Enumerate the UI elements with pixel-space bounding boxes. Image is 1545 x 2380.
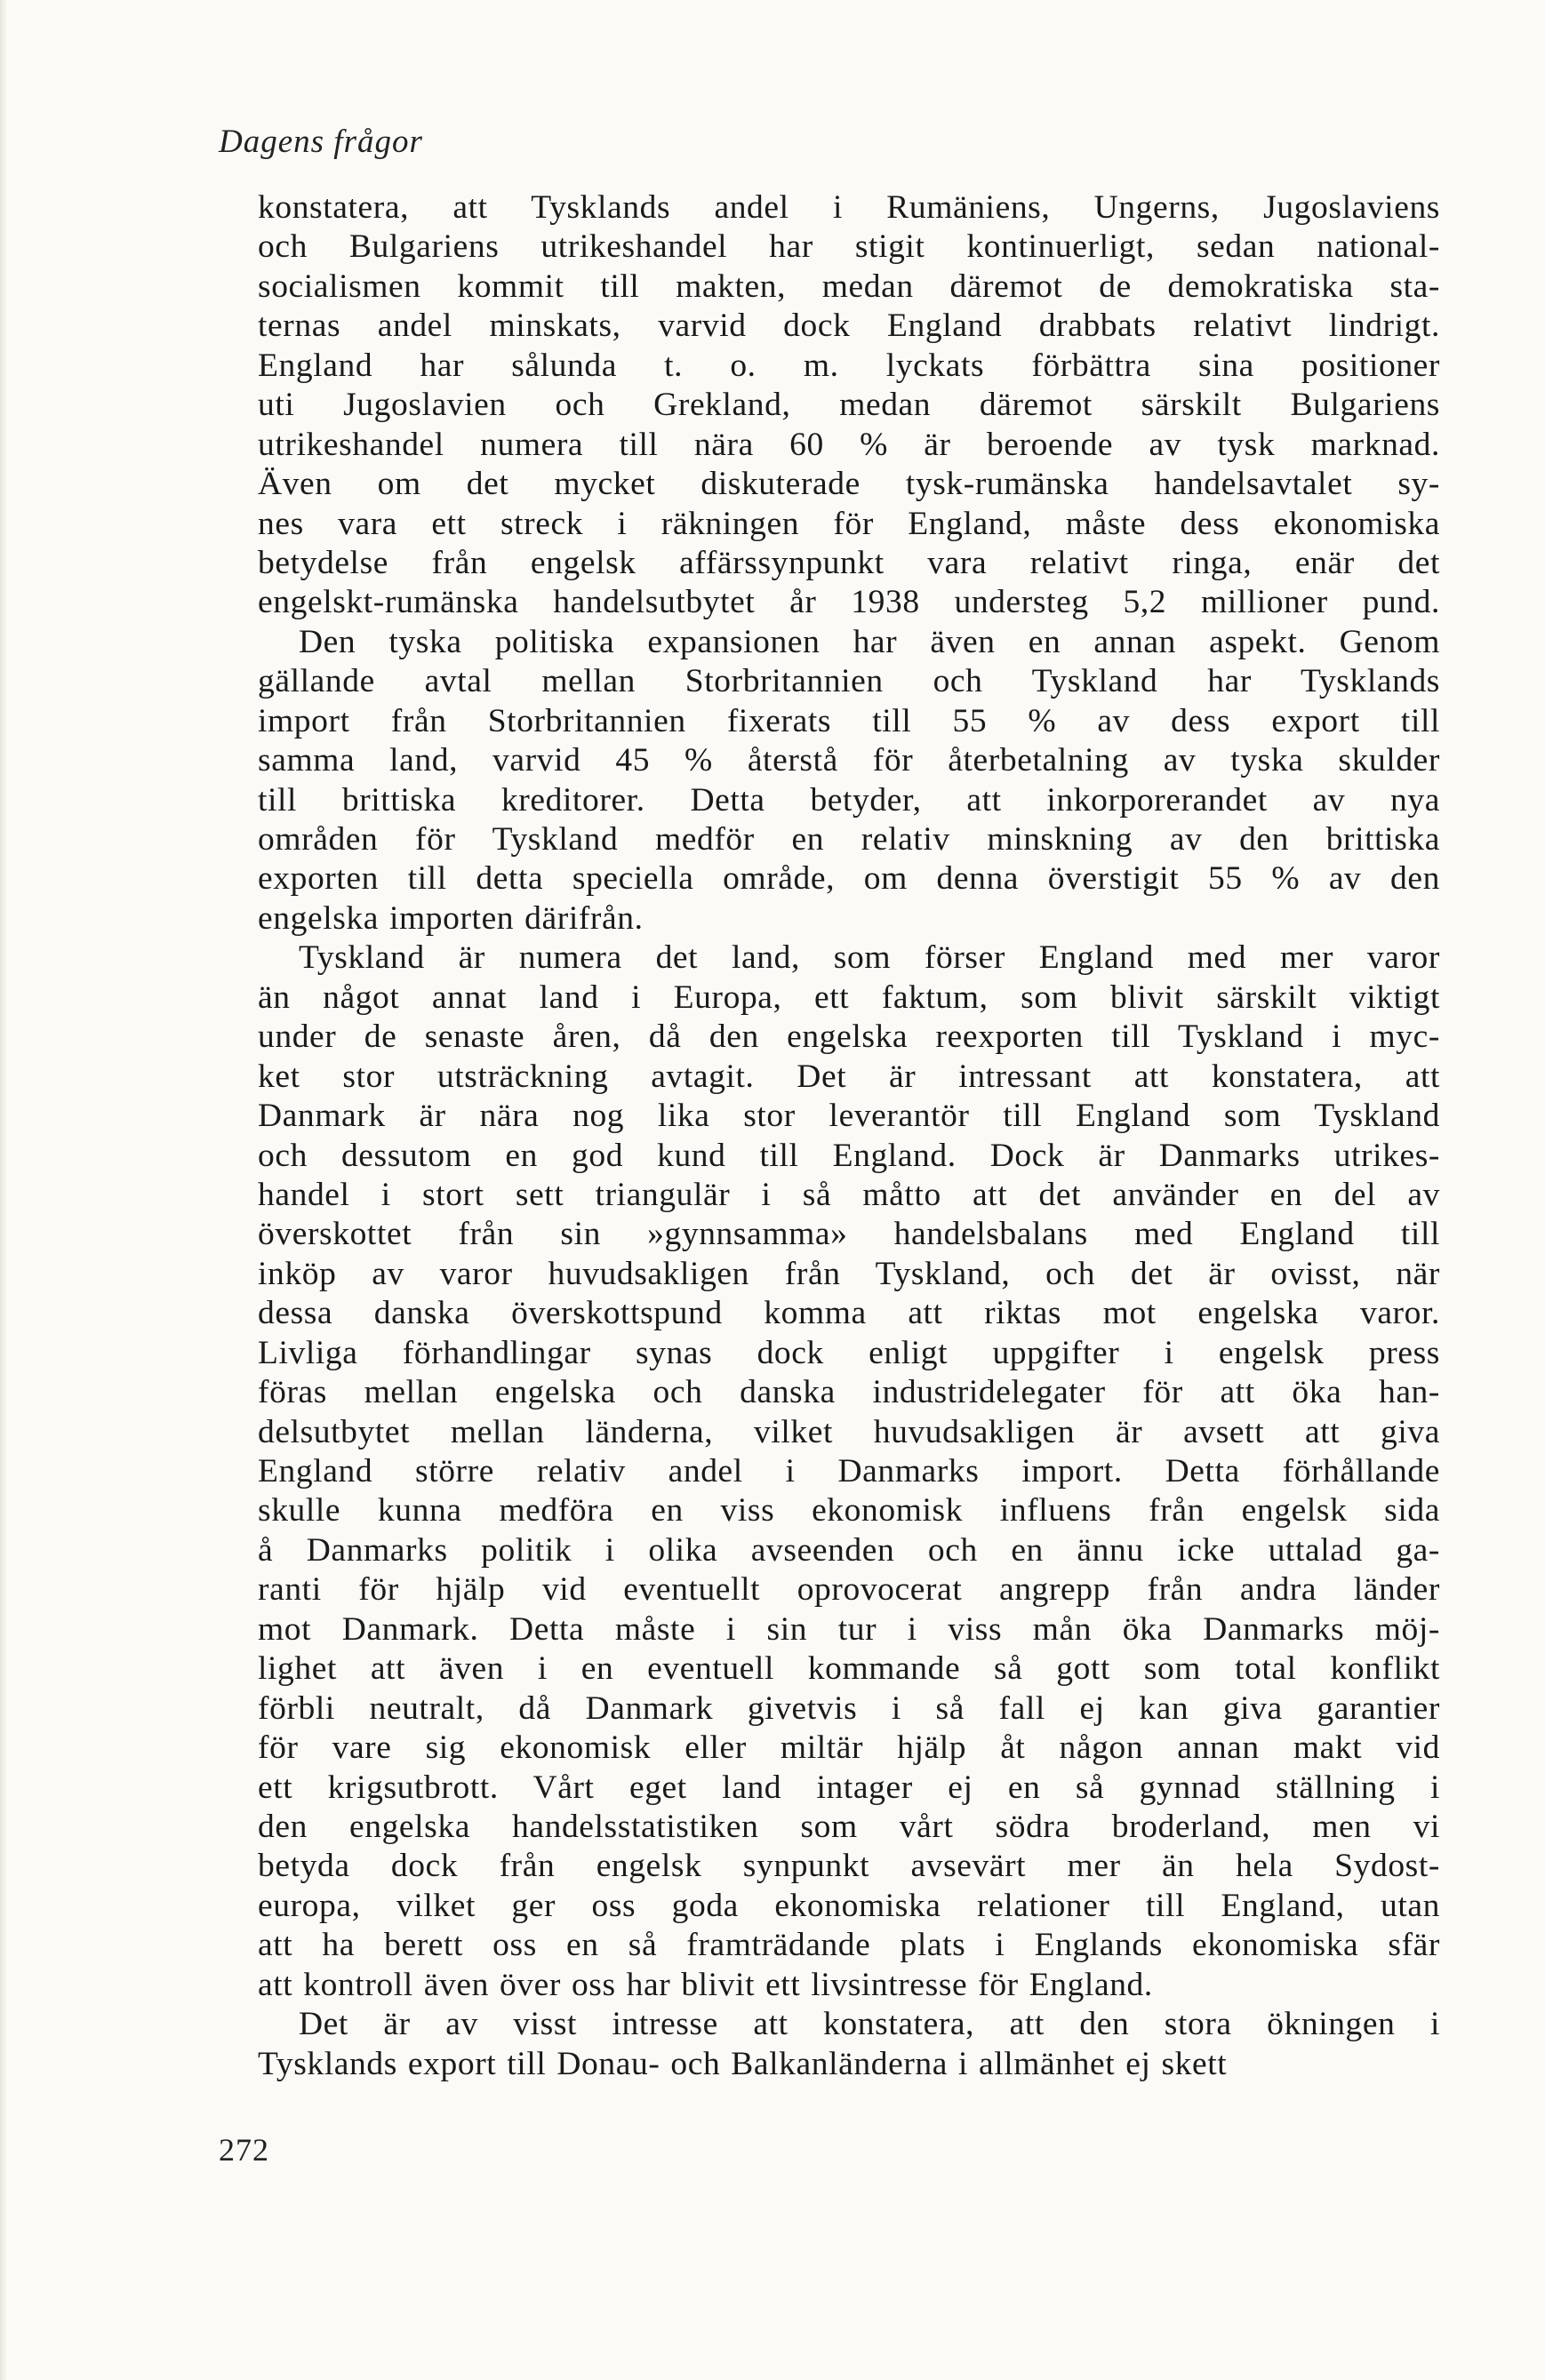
body-text (258, 188, 1440, 2084)
text-line: ket stor utsträckning avtagit. Det är intressant att konstatera, att (258, 1058, 1440, 1095)
text-line: delsutbytet mellan länderna, vilket huvudsakligen är avsett att giva (258, 1413, 1440, 1450)
text-line: å Danmarks politik i olika avseenden och en ännu icke uttalad ga- (258, 1531, 1440, 1569)
text-line: gällande avtal mellan Storbritannien och Tyskland har Tysklands (258, 663, 1440, 700)
text-line: uti Jugoslavien och Grekland, medan däremot särskilt Bulgariens (258, 387, 1440, 424)
text-line: Tysklands export till Donau- och Balkanländerna i allmänhet ej skett (258, 2045, 1228, 2082)
text-line: Tyskland är numera det land, som förser England med mer varor (299, 939, 1440, 977)
text-line: för vare sig ekonomisk eller miltär hjälp åt någon annan makt vid (258, 1729, 1440, 1767)
text-line: under de senaste åren, då den engelska reexporten till Tyskland i myc- (258, 1018, 1440, 1056)
text-line: att kontroll även över oss har blivit ett livsintresse för England. (258, 1966, 1153, 2003)
text-line: Även om det mycket diskuterade tysk-rumänska handelsavtalet sy- (258, 466, 1440, 503)
text-line: utrikeshandel numera till nära 60 % är beroende av tysk marknad. (258, 426, 1440, 463)
page-edge (0, 0, 7, 2380)
text-line: socialismen kommit till makten, medan däremot de demokratiska sta- (258, 268, 1440, 305)
text-line: förbli neutralt, då Danmark givetvis i så fall ej kan giva garantier (258, 1689, 1440, 1727)
text-line: områden för Tyskland medför en relativ minskning av den brittiska (258, 821, 1440, 858)
text-line: inköp av varor huvudsakligen från Tyskland, och det är ovisst, när (258, 1255, 1440, 1292)
text-line: betyda dock från engelsk synpunkt avsevärt mer än hela Sydost- (258, 1848, 1440, 1885)
text-line: och Bulgariens utrikeshandel har stigit kontinuerligt, sedan national- (258, 228, 1440, 266)
text-line: import från Storbritannien fixerats till 55 % av dess export till (258, 702, 1440, 739)
text-line: överskottet från sin »gynnsamma» handelsbalans med England till (258, 1216, 1440, 1253)
text-line: samma land, varvid 45 % återstå för återbetalning av tyska skulder (258, 742, 1440, 779)
text-line: England har sålunda t. o. m. lyckats förbättra sina positioner (258, 347, 1440, 384)
text-line: betydelse från engelsk affärssynpunkt vara relativt ringa, enär det (258, 544, 1440, 581)
text-line: mot Danmark. Detta måste i sin tur i viss mån öka Danmarks möj- (258, 1610, 1440, 1648)
text-line: Danmark är nära nog lika stor leverantör till England som Tyskland (258, 1098, 1440, 1135)
text-line: och dessutom en god kund till England. Dock är Danmarks utrikes- (258, 1137, 1440, 1174)
text-line: dessa danska överskottspund komma att riktas mot engelska varor. (258, 1295, 1440, 1332)
text-line: till brittiska kreditorer. Detta betyder, att inkorporerandet av nya (258, 781, 1440, 819)
text-line: engelska importen därifrån. (258, 899, 644, 937)
text-line: ett krigsutbrott. Vårt eget land intager ej en så gynnad ställning i (258, 1769, 1440, 1806)
text-line: nes vara ett streck i räkningen för England, måste dess ekonomiska (258, 505, 1440, 542)
text-line: konstatera, att Tysklands andel i Rumäniens, Ungerns, Jugoslaviens (258, 189, 1440, 226)
page-number: 272 (219, 2132, 269, 2168)
text-line: europa, vilket ger oss goda ekonomiska relationer till England, utan (258, 1887, 1440, 1924)
text-line: exporten till detta speciella område, om denna överstigit 55 % av den (258, 860, 1440, 898)
text-line: föras mellan engelska och danska industridelegater för att öka han- (258, 1374, 1440, 1411)
text-line: lighet att även i en eventuell kommande så gott som total konflikt (258, 1650, 1440, 1688)
running-header: Dagens frågor (219, 124, 423, 160)
text-line: engelskt-rumänska handelsutbytet år 1938 understeg 5,2 millioner pund. (258, 584, 1440, 621)
text-line: skulle kunna medföra en viss ekonomisk influens från engelsk sida (258, 1492, 1440, 1529)
text-line: ranti för hjälp vid eventuellt oprovocerat angrepp från andra länder (258, 1571, 1440, 1609)
text-line: än något annat land i Europa, ett faktum, som blivit särskilt viktigt (258, 978, 1440, 1016)
text-line: Livliga förhandlingar synas dock enligt uppgifter i engelsk press (258, 1334, 1440, 1371)
text-line: den engelska handelsstatistiken som vårt södra broderland, men vi (258, 1808, 1440, 1845)
text-line: ternas andel minskats, varvid dock England drabbats relativt lindrigt. (258, 307, 1440, 345)
text-line: handel i stort sett triangulär i så måtto att det använder en del av (258, 1176, 1440, 1213)
text-line: England större relativ andel i Danmarks import. Detta förhållande (258, 1453, 1440, 1489)
text-line: Den tyska politiska expansionen har även en annan aspekt. Genom (299, 623, 1440, 660)
text-line: att ha berett oss en så framträdande plats i Englands ekonomiska sfär (258, 1927, 1440, 1964)
text-line: Det är av visst intresse att konstatera, att den stora ökningen i (299, 2006, 1440, 2043)
